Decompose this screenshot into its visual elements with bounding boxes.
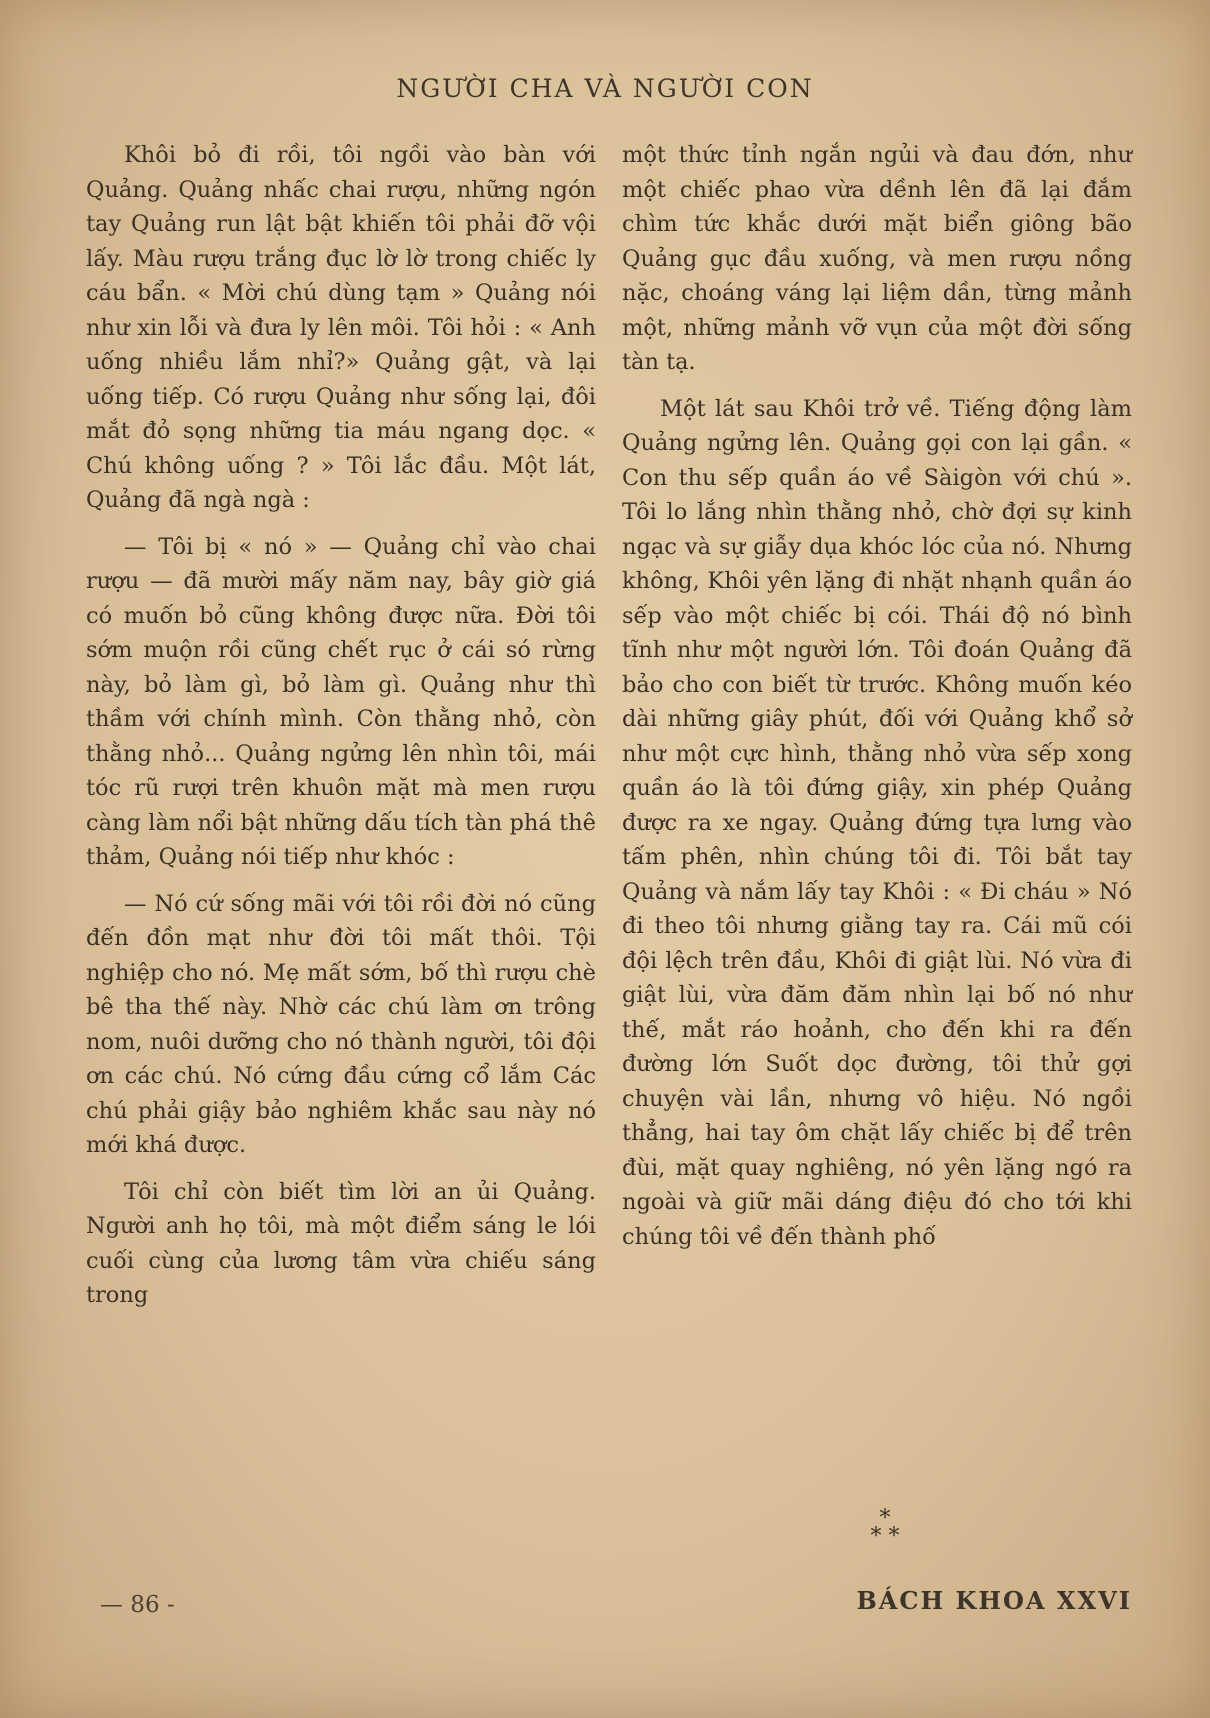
asterism-top: *	[879, 1506, 891, 1531]
paragraph: — Nó cứ sống mãi với tôi rồi đời nó cũng đến đồn mạt như đời tôi mất thôi. Tội nghiệp cho nó. Mẹ mất sớm, bố thì rượu chè bê tha thế này. Nhờ các chú làm ơn trông nom, nuôi dưỡng cho nó thành người, tôi đội ơn các chú. Nó cứng đầu cứng cổ lắm Các chú phải giậy bảo nghiêm khắc sau này nó mới khá được.	[86, 890, 596, 1158]
running-header: NGƯỜI CHA VÀ NGƯỜI CON	[396, 74, 814, 103]
section-asterism	[860, 1506, 910, 1549]
paragraph: một thức tỉnh ngắn ngủi và đau đớn, như một chiếc phao vừa dềnh lên đã lại đắm chìm tức khắc dưới mặt biển giông bão Quảng gục đầu xuống, và men rượu nồng nặc, choáng váng lại liệm dần, từng mảnh một, những mảnh vỡ vụn của một đời sống tàn tạ.	[622, 142, 1132, 375]
right-column	[622, 138, 1132, 1266]
paragraph: Khôi bỏ đi rồi, tôi ngồi vào bàn với Quảng. Quảng nhấc chai rượu, những ngón tay Quảng run lật bật khiến tôi phải đỡ vội lấy. Màu rượu trắng đục lờ lờ trong chiếc ly cáu bẩn. « Mời chú dùng tạm » Quảng nói như xin lỗi và đưa ly lên môi. Tôi hỏi : « Anh uống nhiều lắm nhỉ?» Quảng gật, và lại uống tiếp. Có rượu Quảng như sống lại, đôi mắt đỏ sọng những tia máu ngang dọc. « Chú không uống ? » Tôi lắc đầu. Một lát, Quảng đã ngà ngà :	[86, 142, 596, 513]
page-number: — 86 -	[100, 1592, 175, 1618]
publication-title: BÁCH KHOA XXVI	[856, 1586, 1132, 1615]
paragraph: Tôi chỉ còn biết tìm lời an ủi Quảng. Người anh họ tôi, mà một điểm sáng le lói cuối cùng của lương tâm vừa chiếu sáng trong	[86, 1178, 596, 1308]
paragraph: Một lát sau Khôi trở về. Tiếng động làm Quảng ngửng lên. Quảng gọi con lại gần. « Con thu sếp quần áo về Sàigòn với chú ». Tôi lo lắng nhìn thằng nhỏ, chờ đợi sự kinh ngạc và sự giẫy dụa khóc lóc của nó. Nhưng không, Khôi yên lặng đi nhặt nhạnh quần áo sếp vào một chiếc bị cói. Thái độ nó bình tĩnh như một người lớn. Tôi đoán Quảng đã bảo cho con biết từ trước. Không muốn kéo dài những giây phút, đối với Quảng khổ sở như một cực hình, thằng nhỏ vừa sếp xong quần áo là tôi đứng giậy, xin phép Quảng được ra xe ngay. Quảng đứng tựa lưng vào tấm phên, nhìn chúng tôi đi. Tôi bắt tay Quảng và nắm lấy tay Khôi : « Đi cháu » Nó đi theo tôi nhưng giằng tay ra. Cái mũ cói đội lệch trên đầu, Khôi đi giật lùi. Nó vừa đi giật lùi, vừa đăm đăm nhìn lại bố nó như thế, mắt ráo hoảnh, cho đến khi ra đến đường lớn Suốt dọc đường, tôi thử gợi chuyện vài lần, nhưng vô hiệu. Nó ngồi thẳng, hai tay ôm chặt lấy chiếc bị để trên đùi, mặt quay nghiêng, nó yên lặng ngó ra ngoài và giữ mãi dáng điệu đó cho tới khi chúng tôi về đến thành phố	[622, 395, 1132, 1250]
paragraph: — Tôi bị « nó » — Quảng chỉ vào chai rượu — đã mười mấy năm nay, bây giờ giá có muốn bỏ cũng không được nữa. Đời tôi sớm muộn rồi cũng chết rục ở cái só rừng này, bỏ làm gì, bỏ làm gì. Quảng như thì thầm với chính mình. Còn thằng nhỏ, còn thằng nhỏ... Quảng ngửng lên nhìn tôi, mái tóc rũ rượi trên khuôn mặt mà men rượu càng làm nổi bật những dấu tích tàn phá thê thảm, Quảng nói tiếp như khóc :	[86, 533, 596, 870]
left-column	[86, 138, 596, 1325]
asterism-bottom: * *	[870, 1524, 900, 1549]
